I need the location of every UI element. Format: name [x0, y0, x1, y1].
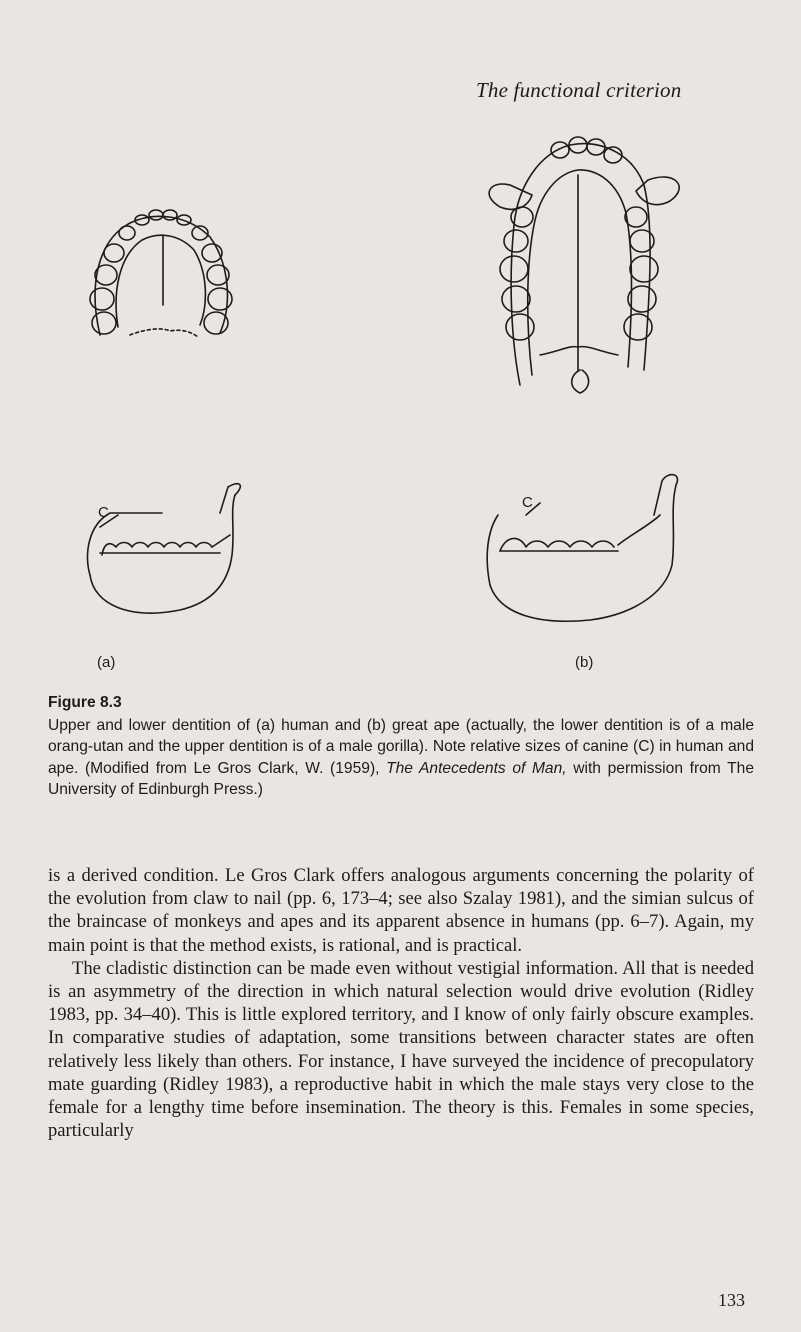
body-text — [48, 864, 754, 1142]
paragraph-2: The cladistic distinction can be made even without vestigial information. All that is needed is an asymmetry of the direction in which natural selection would drive evolution (Ridley 1983, pp. 34–40). This is little explored territory, and I know of only fairly obscure examples. In comparative studies of adaptation, some transitions between character states are often relatively less likely than others. For instance, I have surveyed the incidence of precopulatory mate guarding (Ridley 1983), a reproductive habit in which the male stays very close to the female for a lengthy time before insemination. The theory is this. Females in some species, particularly — [48, 957, 754, 1142]
paragraph-1: is a derived condition. Le Gros Clark offers analogous arguments concerning the polarity of the evolution from claw to nail (pp. 6, 173–4; see also Szalay 1981), and the simian sulcus of the braincase of monkeys and apes and its apparent absence in humans (pp. 6–7). Again, my main point is that the method exists, is rational, and is practical. — [48, 865, 754, 956]
caption-book-title: The Antecedents of Man, — [386, 759, 567, 777]
human-canine-label: C — [98, 504, 109, 521]
human-lower-jaw — [87, 484, 240, 613]
running-head: The functional criterion — [476, 78, 682, 102]
caption-text — [48, 715, 754, 801]
ape-upper-jaw — [489, 137, 679, 393]
figure-8-3 — [70, 115, 730, 675]
caption-text-part2: with permission from The University of Edinburgh Press.) — [48, 759, 755, 798]
figure-label: Figure 8.3 — [48, 694, 122, 711]
caption-text-part1: Upper and lower dentition of (a) human and (b) great ape (actually, the lower dentition is of a male orang-utan and the upper dentition is of a male gorilla). Note relative sizes of canine (C) in human and ape. (Modified from Le Gros Clark, W. (1959), — [48, 716, 754, 777]
ape-lower-jaw — [487, 475, 677, 622]
human-upper-jaw — [90, 210, 232, 337]
figure-caption — [48, 692, 754, 801]
dentition-illustration — [70, 115, 730, 675]
ape-canine-label: C — [522, 494, 533, 511]
panel-a-label: (a) — [97, 654, 116, 671]
page-number: 133 — [718, 1290, 745, 1310]
panel-b-label: (b) — [575, 654, 594, 671]
